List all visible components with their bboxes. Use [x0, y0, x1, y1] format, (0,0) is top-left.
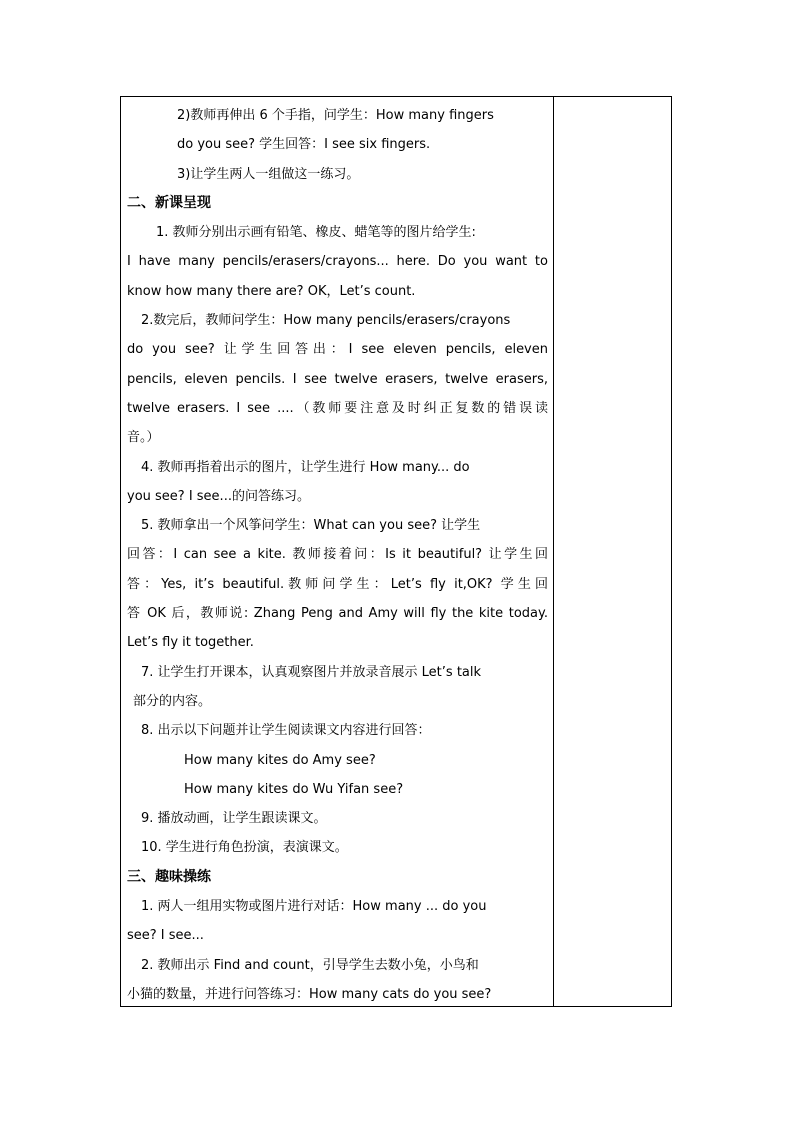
text-line: 部分的内容。	[133, 693, 212, 709]
text-line: 答：Yes, it’s beautiful.教师问学生：Let’s fly it,OK? 学生回	[127, 576, 548, 592]
text-line: 3)让学生两人一组做这一练习。	[177, 166, 360, 182]
text-line: see? I see...	[127, 928, 204, 944]
lesson-table	[120, 96, 672, 1007]
text-line: you see? I see...的问答练习。	[127, 488, 310, 504]
question-line: How many kites do Amy see?	[184, 752, 376, 768]
section-heading: 三、趣味操练	[127, 868, 211, 885]
text-line: 7. 让学生打开课本，认真观察图片并放录音展示 Let’s talk	[141, 664, 482, 680]
text-line: 回答：I can see a kite. 教师接着问：Is it beautiful? 让学生回	[127, 547, 548, 563]
text-line: 1. 两人一组用实物或图片进行对话：How many ... do you	[141, 899, 487, 915]
lesson-content-cell	[127, 101, 548, 1009]
text-line: 2. 教师出示 Find and count，引导学生去数小兔，小鸟和	[141, 957, 479, 973]
text-line: 10. 学生进行角色扮演，表演课文。	[141, 840, 348, 856]
text-line: 小猫的数量，并进行问答练习：How many cats do you see?	[127, 986, 492, 1002]
column-divider	[553, 97, 554, 1006]
text-line: Let’s fly it together.	[127, 635, 254, 651]
text-line: pencils, eleven pencils. I see twelve erasers, twelve erasers,	[127, 371, 548, 387]
text-line: 8. 出示以下问题并让学生阅读课文内容进行回答：	[141, 723, 431, 739]
text-line: 4. 教师再指着出示的图片，让学生进行 How many... do	[141, 459, 470, 475]
text-line: 答 OK 后，教师说: Zhang Peng and Amy will fly the kite today.	[127, 606, 548, 622]
text-line: 9. 播放动画，让学生跟读课文。	[141, 811, 327, 827]
text-line: 2)教师再伸出 6 个手指，问学生：How many fingers	[177, 108, 494, 123]
section-heading: 二、新课呈现	[127, 194, 211, 211]
text-line: 音。）	[127, 430, 160, 446]
text-line: do you see? 让学生回答出：I see eleven pencils, eleven	[127, 342, 548, 358]
text-line: twelve erasers. I see ....（教师要注意及时纠正复数的错误读	[127, 400, 548, 416]
text-line: 5. 教师拿出一个风筝问学生：What can you see? 让学生	[141, 518, 481, 534]
text-line: 1. 教师分别出示画有铅笔、橡皮、蜡笔等的图片给学生:	[156, 225, 476, 241]
text-line: do you see? 学生回答：I see six fingers.	[177, 137, 431, 153]
text-line: I have many pencils/erasers/crayons... here. Do you want to	[127, 254, 548, 270]
question-line: How many kites do Wu Yifan see?	[184, 781, 404, 797]
text-line: 2.数完后，教师问学生：How many pencils/erasers/crayons	[141, 313, 511, 329]
text-line: know how many there are? OK，Let’s count.	[127, 283, 416, 299]
